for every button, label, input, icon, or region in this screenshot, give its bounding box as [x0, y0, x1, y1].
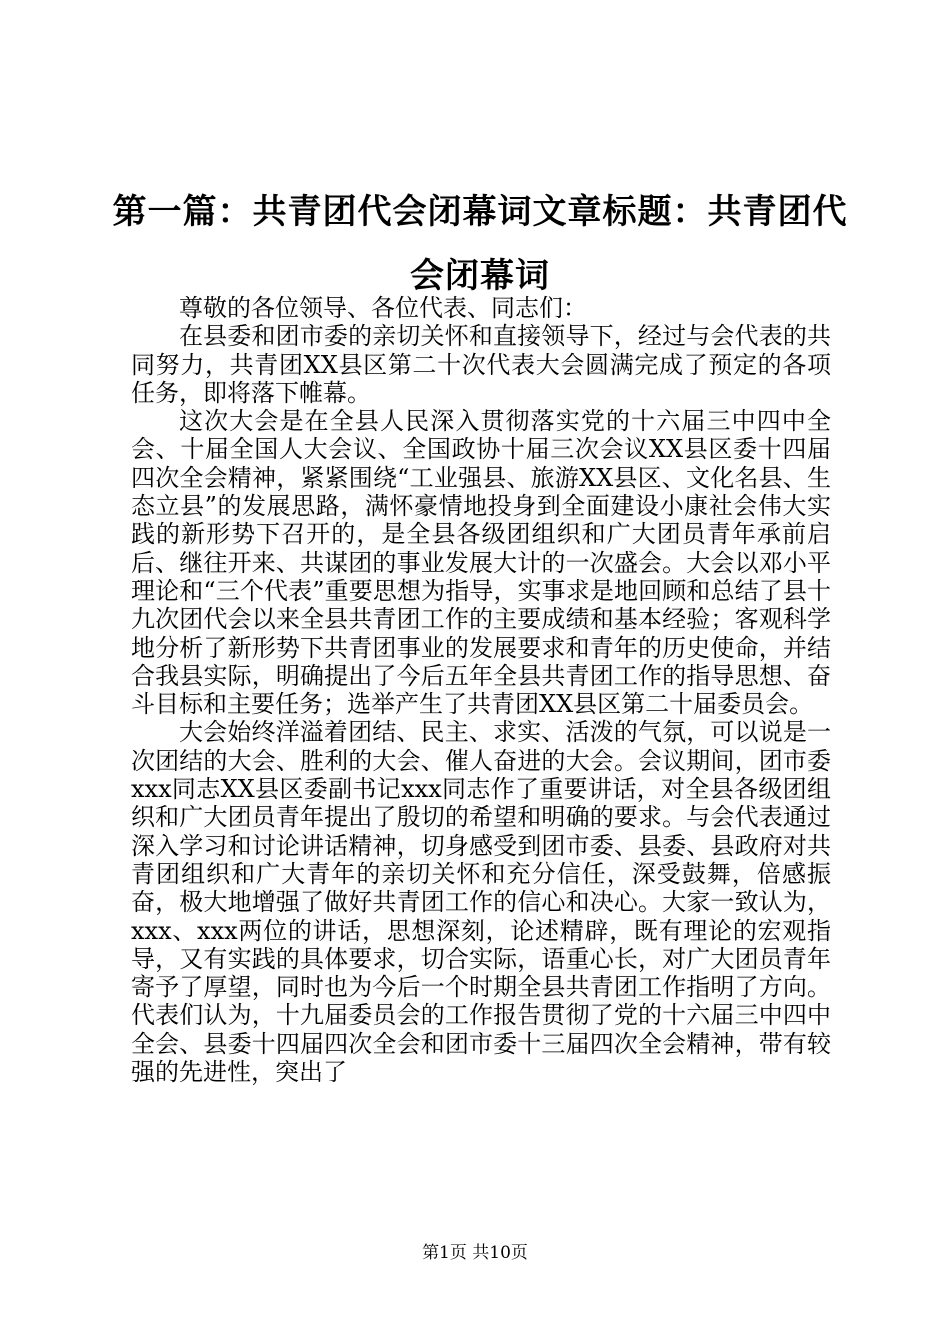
body-paragraph: 这次大会是在全县人民深入贯彻落实党的十六届三中四中全会、十届全国人大会议、全国政协十届三次会议XX县区委十四届四次全会精神，紧紧围绕“工业强县、旅游XX县区、文化名县、生态立县”的发展思路，满怀豪情地投身到全面建设小康社会伟大实践的新形势下召开的，是全县各级团组织和广大团员青年承前启后、继往开来、共谋团的事业发展大计的一次盛会。大会以邓小平理论和“三个代表”重要思想为指导，实事求是地回顾和总结了县十九次团代会以来全县共青团工作的主要成绩和基本经验；客观科学地分析了新形势下共青团事业的发展要求和青年的历史使命，并结合我县实际，明确提出了今后五年全县共青团工作的指导思想、奋斗目标和主要任务；选举产生了共青团XX县区第二十届委员会。 [131, 407, 831, 719]
page-footer: 第1页 共10页 [422, 1243, 528, 1263]
body-paragraph: 在县委和团市委的亲切关怀和直接领导下，经过与会代表的共同努力，共青团XX县区第二十次代表大会圆满完成了预定的各项任务，即将落下帷幕。 [131, 322, 831, 407]
salutation-paragraph: 尊敬的各位领导、各位代表、同志们： [179, 294, 587, 322]
page-title: 第一篇：共青团代会闭幕词文章标题：共青团代会闭幕词 [112, 192, 848, 296]
document-body [131, 294, 831, 1086]
body-paragraph: 大会始终洋溢着团结、民主、求实、活泼的气氛，可以说是一次团结的大会、胜利的大会、催人奋进的大会。会议期间，团市委xxx同志XX县区委副书记xxx同志作了重要讲话，对全县各级团组织和广大团员青年提出了殷切的希望和明确的要求。与会代表通过深入学习和讨论讲话精神，切身感受到团市委、县委、县政府对共青团组织和广大青年的亲切关怀和充分信任，深受鼓舞，倍感振奋，极大地增强了做好共青团工作的信心和决心。大家一致认为，xxx、xxx两位的讲话，思想深刻，论述精辟，既有理论的宏观指导，又有实践的具体要求，切合实际，语重心长，对广大团员青年寄予了厚望，同时也为今后一个时期全县共青团工作指明了方向。代表们认为，十九届委员会的工作报告贯彻了党的十六届三中四中全会、县委十四届四次全会和团市委十三届四次全会精神，带有较强的先进性，突出了 [131, 718, 831, 1087]
